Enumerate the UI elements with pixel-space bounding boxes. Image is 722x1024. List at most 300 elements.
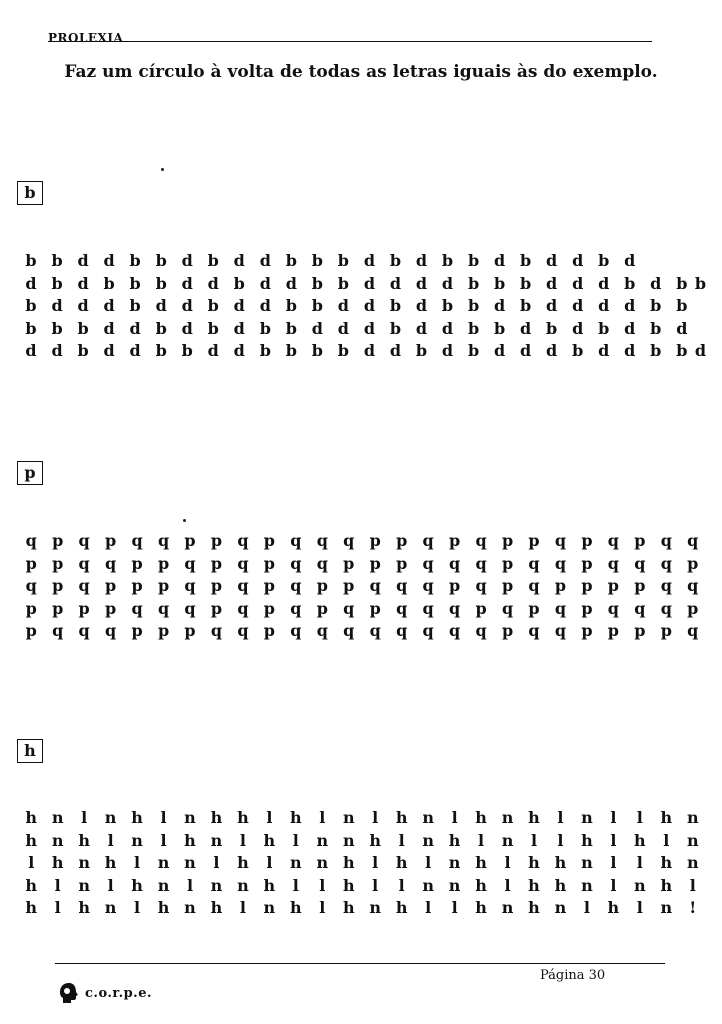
grid-letter: q xyxy=(607,531,619,550)
grid-letter: d xyxy=(259,273,271,293)
grid-letter: p xyxy=(475,598,487,618)
grid-letter: l xyxy=(319,898,326,917)
grid-letter: n xyxy=(581,808,593,827)
grid-letter: q xyxy=(554,621,567,640)
grid-letter: d xyxy=(415,273,428,293)
grid-letter: d xyxy=(77,273,89,293)
grid-letter: q xyxy=(422,531,434,550)
grid-letter: l xyxy=(266,808,273,827)
grid-letter: l xyxy=(504,853,511,872)
grid-letter: q xyxy=(237,621,249,640)
grid-letter: h xyxy=(342,875,355,895)
grid-letter: b xyxy=(650,341,662,360)
grid-letter: n xyxy=(422,830,434,850)
grid-letter: n xyxy=(78,875,90,895)
grid-letter: l xyxy=(134,853,141,872)
grid-letter: p xyxy=(316,576,328,595)
grid-letter: b xyxy=(233,273,245,293)
grid-letter: q xyxy=(290,598,302,618)
grid-letter: b xyxy=(51,251,63,270)
grid-letter: b xyxy=(129,296,141,315)
grid-letter: p xyxy=(52,576,64,595)
grid-letter: b xyxy=(520,273,532,293)
grid-letter: l xyxy=(610,853,617,872)
grid-letter: d xyxy=(51,341,63,360)
grid-letter: h xyxy=(581,830,593,850)
grid-letter: l xyxy=(186,875,194,895)
grid-letter: h xyxy=(290,808,302,827)
instruction-text: Faz um círculo à volta de todas as letras iguais às do exemplo. xyxy=(64,62,658,82)
grid-letter: b xyxy=(155,251,167,270)
page-number: Página 30 xyxy=(540,968,606,983)
grid-letter: d xyxy=(259,251,271,270)
grid-letter: p xyxy=(184,531,196,550)
grid-letter: d xyxy=(415,251,428,270)
grid-letter: h xyxy=(528,898,540,917)
grid-letter: n xyxy=(342,808,355,827)
grid-letter: l xyxy=(160,808,167,827)
grid-letter: b xyxy=(181,341,193,360)
grid-letter: b xyxy=(520,251,532,270)
grid-letter: h xyxy=(210,898,223,917)
grid-letter: b xyxy=(337,273,349,293)
grid-letter: d xyxy=(337,318,349,338)
grid-letter: n xyxy=(51,830,64,850)
grid-letter: h xyxy=(448,830,461,850)
grid-letter: p xyxy=(105,531,117,550)
grid-letter: d xyxy=(598,341,610,360)
grid-letter: p xyxy=(131,553,143,573)
grid-letter: b xyxy=(207,318,219,338)
exercise-1-letter-grid xyxy=(18,250,706,363)
grid-letter: b xyxy=(311,341,323,360)
grid-letter: d xyxy=(337,296,349,315)
grid-letter: d xyxy=(181,251,193,270)
grid-letter: d xyxy=(363,296,376,315)
grid-letter: p xyxy=(449,576,461,595)
grid-letter: d xyxy=(181,296,193,315)
grid-letter: p xyxy=(157,621,170,640)
grid-letter: d xyxy=(103,296,115,315)
grid-letter: l xyxy=(239,830,246,850)
exercise-2-example-box: p xyxy=(17,461,43,485)
grid-letter: d xyxy=(363,273,376,293)
grid-letter: h xyxy=(131,875,143,895)
grid-letter: h xyxy=(395,853,408,872)
grid-letter: q xyxy=(237,531,249,550)
grid-letter: q xyxy=(660,576,672,595)
grid-letter: b xyxy=(207,296,219,315)
footer-rule xyxy=(55,963,665,964)
grid-letter: l xyxy=(134,898,141,917)
grid-letter: q xyxy=(157,598,170,618)
grid-letter: n xyxy=(78,853,90,872)
grid-letter: h xyxy=(157,898,170,917)
grid-letter: b xyxy=(598,251,610,270)
grid-letter: l xyxy=(663,830,670,850)
grid-letter: d xyxy=(441,273,454,293)
grid-letter: n xyxy=(184,808,196,827)
grid-letter: q xyxy=(528,576,540,595)
grid-letter: b xyxy=(155,273,167,293)
grid-letter: n xyxy=(342,830,355,850)
grid-letter: d xyxy=(51,296,63,315)
grid-letter: d xyxy=(546,251,558,270)
grid-letter: h xyxy=(395,808,408,827)
grid-letter: p xyxy=(263,598,275,618)
grid-letter: p xyxy=(687,553,699,573)
grid-letter: b xyxy=(467,273,480,293)
grid-letter: q xyxy=(184,598,196,618)
grid-letter: b xyxy=(155,318,167,338)
grid-letter: q xyxy=(157,531,170,550)
grid-letter: q xyxy=(78,576,90,595)
grid-letter: h xyxy=(263,830,276,850)
grid-letter: h xyxy=(237,853,249,872)
grid-letter: b xyxy=(311,296,323,315)
grid-letter: p xyxy=(501,576,514,595)
grid-letter: l xyxy=(557,830,564,850)
grid-letter: p xyxy=(157,553,170,573)
grid-letter: l xyxy=(54,898,61,917)
grid-letter: l xyxy=(610,830,617,850)
grid-letter: p xyxy=(634,531,646,550)
brand-name: c.o.r.p.e. xyxy=(85,985,153,1001)
grid-letter: q xyxy=(554,598,567,618)
grid-letter: n xyxy=(290,853,302,872)
grid-letter: d xyxy=(624,296,636,315)
exercise-3-example-box: h xyxy=(17,739,43,763)
grid-letter: p xyxy=(660,621,672,640)
grid-letter: n xyxy=(686,853,699,872)
grid-letter: d xyxy=(520,341,532,360)
grid-letter: n xyxy=(184,853,196,872)
grid-letter: d xyxy=(77,296,89,315)
grid-letter: p xyxy=(554,576,567,595)
grid-letter: p xyxy=(210,598,223,618)
grid-letter: b xyxy=(25,251,37,270)
grid-letter: h xyxy=(475,875,487,895)
grid-letter: b xyxy=(285,341,297,360)
grid-letter: q xyxy=(422,621,434,640)
grid-letter: p xyxy=(263,621,275,640)
grid-letter: l xyxy=(372,853,379,872)
grid-letter: l xyxy=(478,830,485,850)
grid-letter: d xyxy=(233,318,245,338)
grid-letter: l xyxy=(636,853,643,872)
grid-letter: q xyxy=(25,531,37,550)
grid-letter: p xyxy=(581,553,593,573)
grid-letter: q xyxy=(475,576,487,595)
grid-letter: q xyxy=(422,598,434,618)
grid-letter: q xyxy=(105,553,117,573)
grid-letter: n xyxy=(369,898,382,917)
grid-letter: q xyxy=(687,531,699,550)
grid-letter: q xyxy=(687,621,699,640)
grid-letter: p xyxy=(501,531,514,550)
grid-letter: l xyxy=(610,875,617,895)
grid-letter: l xyxy=(425,898,432,917)
grid-letter: q xyxy=(184,576,196,595)
grid-letter: q xyxy=(210,621,223,640)
grid-letter: d xyxy=(129,318,141,338)
grid-letter: l xyxy=(425,853,432,872)
grid-letter: n xyxy=(157,875,170,895)
grid-letter: l xyxy=(610,808,617,827)
grid-letter: h xyxy=(554,875,567,895)
grid-letter: h xyxy=(475,808,487,827)
grid-letter: d xyxy=(207,341,219,360)
grid-letter: q xyxy=(501,598,514,618)
grid-letter: d xyxy=(155,296,167,315)
grid-letter: q xyxy=(528,553,540,573)
grid-letter: b xyxy=(441,296,454,315)
grid-letter: l xyxy=(292,875,299,895)
grid-letter: p xyxy=(581,576,593,595)
grid-letter: p xyxy=(263,531,275,550)
grid-letter: p xyxy=(78,598,90,618)
grid-letter: b xyxy=(493,273,506,293)
grid-letter: l xyxy=(213,853,220,872)
grid-letter: q xyxy=(316,553,328,573)
grid-letter: q xyxy=(290,576,302,595)
grid-letter: p xyxy=(528,531,540,550)
grid-letter: l xyxy=(107,830,114,850)
grid-letter: d xyxy=(415,296,428,315)
grid-letter: n xyxy=(210,875,223,895)
grid-letter: n xyxy=(263,898,276,917)
grid-letter: b xyxy=(676,273,688,293)
grid-letter: d xyxy=(546,341,558,360)
grid-letter: q xyxy=(369,621,381,640)
grid-letter: q xyxy=(449,553,461,573)
grid-letter: q xyxy=(343,531,355,550)
grid-letter: h xyxy=(237,808,249,827)
grid-letter: d xyxy=(363,341,376,360)
grid-letter: l xyxy=(451,808,458,827)
grid-letter: d xyxy=(389,273,402,293)
grid-letter: l xyxy=(398,830,405,850)
grid-letter: n xyxy=(501,808,514,827)
grid-letter: h xyxy=(528,808,540,827)
grid-letter: b xyxy=(51,273,63,293)
grid-letter: h xyxy=(263,875,276,895)
grid-letter: l xyxy=(583,898,590,917)
grid-letter: h xyxy=(104,853,117,872)
grid-letter: p xyxy=(634,621,646,640)
grid-letter: q xyxy=(449,621,461,640)
grid-letter: q xyxy=(316,531,328,550)
grid-letter: q xyxy=(449,598,461,618)
grid-letter: p xyxy=(316,598,328,618)
grid-letter: q xyxy=(475,531,487,550)
grid-letter: b xyxy=(598,318,610,338)
grid-letter: b xyxy=(51,318,63,338)
grid-letter: l xyxy=(372,875,379,895)
stray-dot xyxy=(183,519,186,522)
grid-letter: b xyxy=(389,251,402,270)
grid-letter: b xyxy=(572,341,584,360)
grid-letter: n xyxy=(422,808,434,827)
grid-letter: h xyxy=(660,875,673,895)
head-profile-icon xyxy=(58,982,80,1004)
grid-letter: q xyxy=(660,531,672,550)
grid-letter: p xyxy=(396,553,408,573)
grid-letter: d xyxy=(233,341,245,360)
grid-letter: p xyxy=(210,576,223,595)
grid-letter: b xyxy=(676,341,688,360)
grid-letter: p xyxy=(369,531,381,550)
grid-letter: h xyxy=(342,898,355,917)
grid-letter: q xyxy=(78,553,90,573)
grid-letter: p xyxy=(263,553,275,573)
grid-letter: q xyxy=(607,598,619,618)
grid-letter: b xyxy=(467,341,480,360)
grid-letter: q xyxy=(422,553,434,573)
grid-letter: b xyxy=(259,341,271,360)
grid-letter: h xyxy=(475,853,487,872)
grid-letter: q xyxy=(237,598,249,618)
grid-letter: p xyxy=(634,576,646,595)
grid-letter: q xyxy=(105,621,117,640)
grid-letter: d xyxy=(363,251,376,270)
grid-letter: d xyxy=(285,273,297,293)
grid-letter: b xyxy=(520,296,532,315)
grid-letter: b xyxy=(337,251,349,270)
grid-letter: h xyxy=(25,875,38,895)
grid-letter: p xyxy=(25,553,37,573)
grid-letter: b xyxy=(467,251,480,270)
grid-letter: b xyxy=(129,251,141,270)
grid-letter: d xyxy=(129,341,141,360)
grid-letter: n xyxy=(448,875,461,895)
grid-letter: q xyxy=(78,531,90,550)
grid-letter: p xyxy=(105,576,117,595)
grid-letter: p xyxy=(369,553,381,573)
grid-letter: d xyxy=(598,273,610,293)
grid-letter: h xyxy=(131,808,143,827)
grid-letter: d xyxy=(415,318,428,338)
grid-letter: n xyxy=(448,853,461,872)
grid-letter: q xyxy=(131,531,143,550)
grid-letter: b xyxy=(259,318,271,338)
grid-letter: b xyxy=(285,251,297,270)
grid-letter: q xyxy=(396,598,408,618)
grid-letter: p xyxy=(131,621,143,640)
grid-letter: d xyxy=(572,273,584,293)
grid-letter: d xyxy=(25,273,37,293)
grid-letter: b xyxy=(694,273,706,293)
grid-letter: p xyxy=(25,621,37,640)
grid-letter: b xyxy=(285,318,297,338)
grid-letter: b xyxy=(285,296,297,315)
grid-letter: n xyxy=(581,853,593,872)
grid-letter: d xyxy=(181,318,193,338)
grid-letter: p xyxy=(25,598,37,618)
grid-letter: b xyxy=(389,318,402,338)
grid-letter: d xyxy=(493,251,506,270)
grid-letter: h xyxy=(290,898,302,917)
grid-letter: d xyxy=(624,341,636,360)
grid-letter: l xyxy=(451,898,458,917)
stray-dot xyxy=(161,168,164,171)
grid-letter: d xyxy=(363,318,376,338)
grid-letter: q xyxy=(660,598,672,618)
grid-letter: d xyxy=(441,318,454,338)
grid-letter: p xyxy=(105,598,117,618)
grid-letter: b xyxy=(25,318,37,338)
grid-letter: ! xyxy=(689,898,697,917)
grid-letter: l xyxy=(292,830,299,850)
grid-letter: l xyxy=(530,830,538,850)
grid-letter: l xyxy=(107,875,114,895)
grid-letter: h xyxy=(660,853,673,872)
grid-letter: d xyxy=(259,296,271,315)
grid-letter: h xyxy=(342,853,355,872)
grid-letter: d xyxy=(694,341,706,360)
grid-letter: h xyxy=(78,898,90,917)
grid-letter: n xyxy=(686,808,699,827)
grid-letter: n xyxy=(501,830,514,850)
grid-letter: q xyxy=(607,553,619,573)
grid-letter: h xyxy=(51,853,64,872)
grid-letter: b xyxy=(650,318,662,338)
grid-letter: p xyxy=(501,621,514,640)
grid-letter: n xyxy=(184,898,196,917)
grid-letter: q xyxy=(78,621,90,640)
grid-letter: q xyxy=(396,576,408,595)
grid-letter: q xyxy=(554,531,567,550)
grid-letter: p xyxy=(449,531,461,550)
grid-letter: d xyxy=(624,251,636,270)
grid-letter: n xyxy=(501,898,514,917)
grid-letter: q xyxy=(290,621,302,640)
grid-letter: b xyxy=(25,296,37,315)
grid-letter: l xyxy=(266,853,273,872)
grid-letter: n xyxy=(554,898,567,917)
grid-letter: p xyxy=(52,531,64,550)
grid-letter: q xyxy=(475,621,487,640)
grid-letter: h xyxy=(369,830,382,850)
grid-letter: q xyxy=(554,553,567,573)
grid-letter: n xyxy=(686,830,699,850)
grid-letter: b xyxy=(77,341,89,360)
grid-letter: q xyxy=(396,621,408,640)
grid-letter: b xyxy=(546,318,558,338)
grid-letter: b xyxy=(129,273,141,293)
grid-letter: d xyxy=(624,318,636,338)
grid-letter: h xyxy=(25,830,38,850)
exercise-2-letter-grid xyxy=(18,530,706,643)
grid-letter: d xyxy=(598,296,610,315)
grid-letter: n xyxy=(237,875,249,895)
grid-letter: h xyxy=(660,808,673,827)
grid-letter: q xyxy=(52,621,64,640)
grid-letter: q xyxy=(475,553,487,573)
grid-letter: h xyxy=(634,830,646,850)
grid-letter: b xyxy=(493,318,506,338)
grid-letter: h xyxy=(395,898,408,917)
grid-letter: q xyxy=(343,621,355,640)
grid-letter: d xyxy=(233,251,245,270)
grid-letter: n xyxy=(316,830,329,850)
grid-letter: d xyxy=(441,341,454,360)
grid-letter: b xyxy=(624,273,636,293)
grid-letter: n xyxy=(131,830,143,850)
grid-letter: d xyxy=(103,341,115,360)
grid-letter: l xyxy=(319,808,326,827)
grid-letter: d xyxy=(77,251,89,270)
